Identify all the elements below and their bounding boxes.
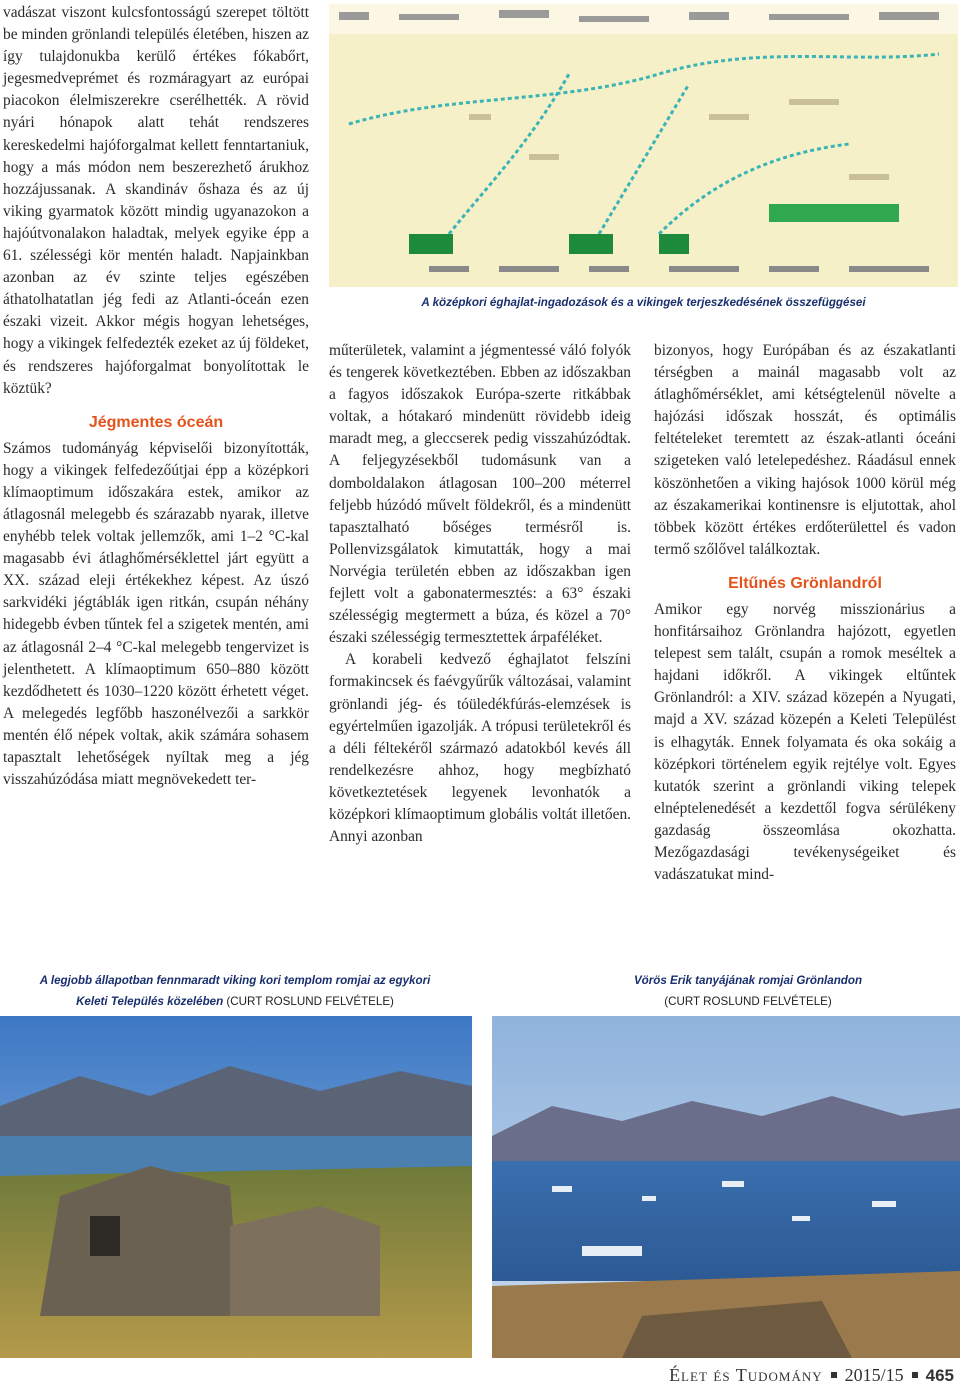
climate-map-figure	[329, 4, 958, 287]
church-ruins-image	[0, 1016, 472, 1358]
caption-line: Keleti Település közelében	[76, 995, 224, 1008]
article-column-right	[654, 340, 956, 886]
separator-square-icon	[831, 1372, 837, 1378]
page-footer	[669, 1365, 954, 1386]
photo-credit: (CURT ROSLUND FELVÉTELE)	[226, 995, 394, 1008]
erik-farm-photo	[492, 1016, 960, 1358]
section-heading-ice-free-ocean: Jégmentes óceán	[88, 413, 224, 431]
photo-credit: (CURT ROSLUND FELVÉTELE)	[664, 995, 832, 1008]
magazine-name: Élet és Tudomány	[669, 1365, 823, 1385]
issue-number: 2015/15	[844, 1365, 904, 1385]
caption-line: A legjobb állapotban fennmaradt viking kori templom romjai az egykori	[39, 974, 431, 987]
page-number: 465	[925, 1366, 954, 1385]
section-heading-disappearance: Eltűnés Grönlandról	[728, 574, 882, 592]
separator-square-icon	[912, 1372, 918, 1378]
paragraph: vadászat viszont kulcsfontosságú szerepet töltött be minden grönlandi település életében, hiszen az így tulajdonukba kerülő értékes fókabőrt, jegesmedveprémet és rozmáragyart az európai piacokon élelmiszerekre cserélhették. A rövid nyári hónapok alatt tehát rendszeres kereskedelmi hajóforgalmat kellett fenntartaniuk, hogy a más módon nem beszerezhető árukhoz hozzájussanak. A skandináv őshaza és az új viking gyarmatok között mindig ugyanazokon a hajóútvonalakon haladtak, melyek egyike épp a 61. szélességi kör mentén haladt. Napjainkban azonban az év szinte teljes egészében áthatolhatatlan jég fedi az Atlanti-óceán ezen északi vizeit. Akkor mégis hogyan lehetséges, hogy a vikingek felfedezték ezeket az új földeket, és rendszeres hajóforgalmat bonyolítottak le köztük?	[3, 4, 309, 397]
erik-farm-image	[492, 1016, 960, 1358]
paragraph: A korabeli kedvező éghajlatot felszíni formakincsek és faévgyűrűk változásai, valamint grönlandi jég- és tóüledékfúrás-elemzések is egyértelműen igazolják. A trópusi területekről és a déli féltekéről származó adatokból kevés áll rendelkezésre ahhoz, hogy megbízható következtetések legyenek levonhatók a középkori klímaoptimum globális voltát illetően. Annyi azonban	[329, 651, 631, 846]
photo-caption-church-ruins	[0, 970, 470, 1012]
photo-caption-erik-farm	[540, 970, 956, 1012]
church-ruins-photo	[0, 1016, 472, 1358]
paragraph: Számos tudományág képviselői bizonyították, hogy a vikingek felfedezőútjai épp a középkori klímaoptimum időszakára estek, amikor az átlagosnál melegebb és szárazabb nyarak, illetve enyhébb telek voltak jellemzők, ami 1–2 °C-kal magasabb évi átlaghőmérséklettel járt együtt a XX. század eleji értékekhez képest. Az úszó sarkvidéki jégtáblák igen ritkán, csupán néhány hidegebb évben tűntek fel a szigetek mentén, ami az átlagosnál 2–4 °C-kal melegebb tengervizet is jelenthetett. A klímaoptimum 650–880 között kezdődhetett és 1030–1220 között érhetett véget. A melegedés legfőbb haszonélvezői a sarkkör mentén élő népek voltak, akik számára sohasem tapasztalt lehetőségek nyíltak meg a jég visszahúzódása miatt megnövekedett ter-	[3, 439, 309, 789]
article-column-middle	[329, 340, 631, 848]
article-column-left	[3, 2, 309, 791]
climate-map-image	[329, 4, 958, 287]
paragraph: műterületek, valamint a jégmentessé váló folyók és tengerek következtében. Ebben az időszakban a fagyos időszakok Európa-szerte ritkábbak voltak, a hótakaró mindenütt rövidebb ideig maradt meg, a gleccserek pedig visszahúzódtak. A feljegyzésekből tudomásunk van a domboldalakon átlagosan 100–200 méterrel feljebb húzódó művelt földekről, és a mindenütt tapasztalható bőséges termésről is. Pollenvizsgálatok kimutatták, hogy a mai Norvégia területén ebben az időszakban igen fejlett volt a gabonatermesztés: a 63° északi szélességig megtermett a búza, és közel a 70° északi szélességig termesztettek árpaféléket.	[329, 342, 631, 647]
map-caption	[329, 292, 958, 313]
paragraph: Amikor egy norvég misszionárius a honfitársaihoz Grönlandra hajózott, egyetlen telepest sem talált, csupán a romok meséltek a hajdani időkről. A vikingek eltűntek Grönlandról: a XIV. század közepén a Nyugati, majd a XV. század közepén a Keleti Települést is elhagyták. Ennek folyamata és oka sokáig a középkori történelem egyik rejtélye volt. Egyes kutatók szerint a grönlandi viking telepek elnéptelenedését a kezdettől fogva sérülékeny gazdaság összeomlása okozhatta. Mezőgazdasági tevékenységeiket és vadászatukat mind-	[654, 600, 956, 884]
caption-line: Vörös Erik tanyájának romjai Grönlandon	[633, 974, 863, 987]
paragraph: bizonyos, hogy Európában és az északatlanti térségben a mainál magasabb volt az átlaghőmérséklet, ami kétségtelenül növelte a hajózási időszak hosszát, és optimális feltételeket teremtett az észak-atlanti óceáni szigeteken való letelepedéshez. Ráadásul ennek köszönhetően a viking hajósok 1000 körül még az északamerikai kontinensre is eljutottak, ahol többek között értékes erdőterülettel és vadon termő szőlővel találkoztak.	[654, 342, 956, 558]
map-caption-text: A középkori éghajlat-ingadozások és a vikingek terjeszkedésének összefüggései	[421, 296, 866, 309]
